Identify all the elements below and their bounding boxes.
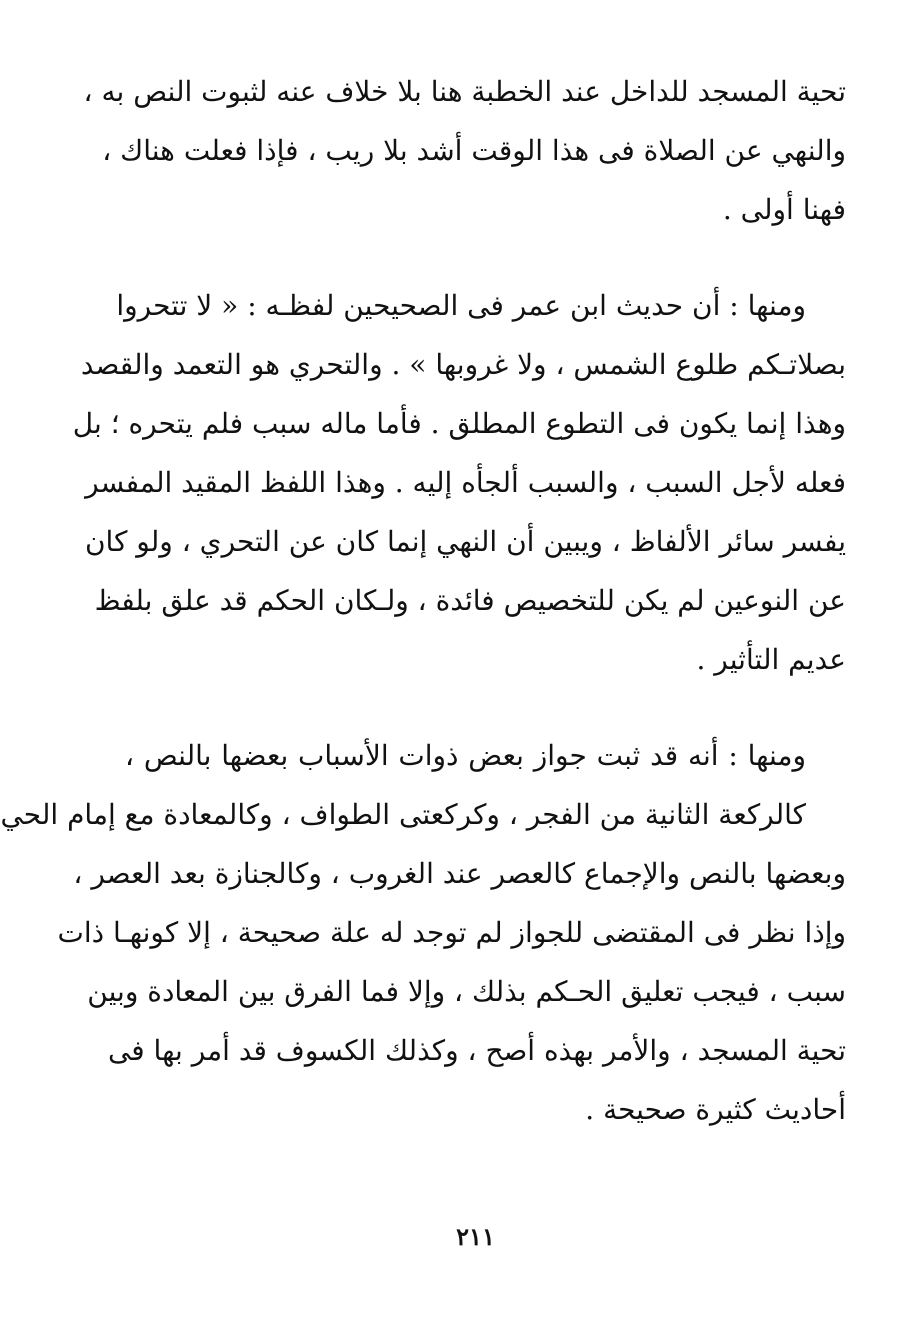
text-line: بصلاتـكم طلوع الشمس ، ولا غروبها » . والتحري هو التعمد والقصد (80, 348, 846, 381)
text-line: يفسر سائر الألفاظ ، ويبين أن النهي إنما كان عن التحري ، ولو كان (84, 525, 846, 558)
text-line: تحية المسجد للداخل عند الخطبة هنا بلا خلاف عنه لثبوت النص به ، (83, 75, 846, 108)
text-line: عديم التأثير . (696, 643, 846, 676)
paragraph-3 (0, 726, 846, 1139)
text-line: تحية المسجد ، والأمر بهذه أصح ، وكذلك الكسوف قد أمر بها فى (107, 1034, 846, 1067)
text-line: سبب ، فيجب تعليق الحـكم بذلك ، وإلا فما الفرق بين المعادة وبين (87, 975, 846, 1008)
text-line: وبعضها بالنص والإجماع كالعصر عند الغروب ، وكالجنازة بعد العصر ، (73, 857, 846, 890)
text-line: كالركعة الثانية من الفجر ، وكركعتى الطواف ، وكالمعادة مع إمام الحي (0, 798, 806, 831)
text-line: وهذا إنما يكون فى التطوع المطلق . فأما ماله سبب فلم يتحره ؛ بل (72, 407, 846, 440)
paragraph-2 (72, 276, 846, 689)
text-line: والنهي عن الصلاة فى هذا الوقت أشد بلا ريب ، فإذا فعلت هناك ، (102, 134, 846, 167)
paragraph-gap (125, 239, 846, 276)
text-line: أحاديث كثيرة صحيحة . (585, 1093, 846, 1126)
text-line: فهنا أولى . (722, 193, 846, 226)
text-line: فعله لأجل السبب ، والسبب ألجأه إليه . وهذا اللفظ المقيد المفسر (85, 466, 846, 499)
paragraph-1 (83, 62, 846, 239)
text-line: ومنها : أن حديث ابن عمر فى الصحيحين لفظـه : « لا تتحروا (116, 289, 806, 322)
text-line: ومنها : أنه قد ثبت جواز بعض ذوات الأسباب بعضها بالنص ، (125, 739, 806, 772)
paragraph-gap (125, 689, 846, 726)
text-line: عن النوعين لم يكن للتخصيص فائدة ، ولـكان الحكم قد علق بلفظ (94, 584, 846, 617)
page-number: ٢١١ (456, 1222, 495, 1251)
text-line: وإذا نظر فى المقتضى للجواز لم توجد له علة صحيحة ، إلا كونهـا ذات (57, 916, 846, 949)
body-text (0, 62, 846, 1139)
